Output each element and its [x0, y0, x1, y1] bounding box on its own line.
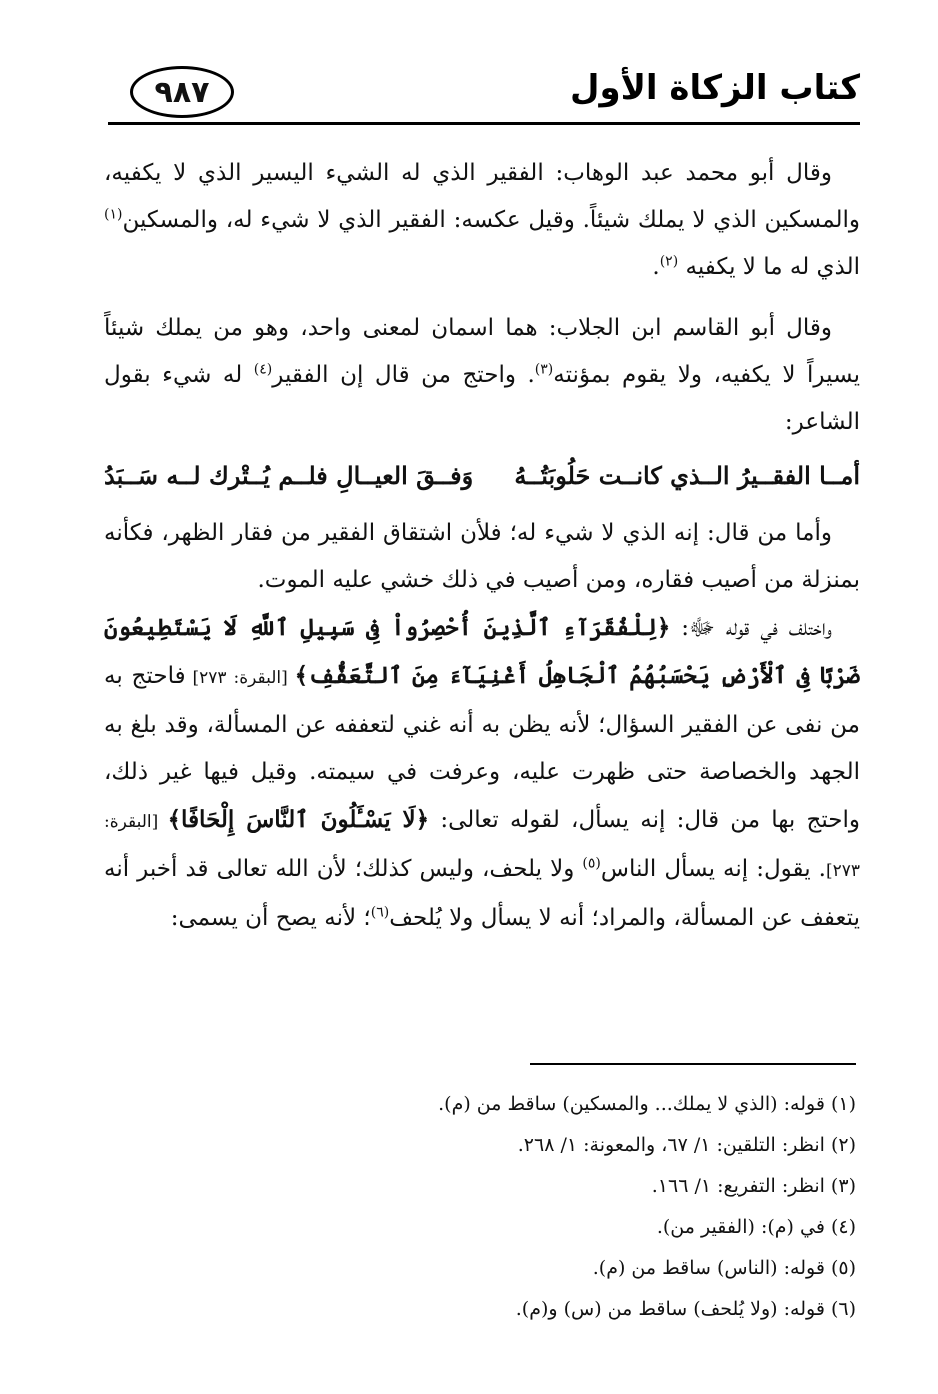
paragraph-1 [104, 150, 860, 291]
book-title: كتاب الزكاة الأول [569, 68, 860, 108]
main-text [104, 150, 860, 942]
paragraph-4-text-c: . يقول: إنه يسأل الناس [600, 856, 826, 882]
paragraph-4-text-a: واختلف في قوله ﷻ: [670, 615, 832, 641]
footnote-4: (٤) في (م): (الفقير من). [656, 1216, 856, 1238]
paragraph-3 [104, 510, 860, 604]
paragraph-2 [104, 305, 860, 446]
paragraph-2-text: وقال أبو القاسم ابن الجلاب: هما اسمان لمعنى واحد، وهو من يملك شيئاً يسيراً لا يكفيه، ولا يقوم بمؤنته [104, 315, 860, 388]
footnote-ref-2: (٢) [659, 253, 679, 270]
poetry-verse [104, 450, 860, 502]
footnote-ref-3: (٣) [534, 361, 554, 378]
quran-verse-1: ﴿لِلْفُقَرَآءِ ٱلَّذِينَ أُحْصِرُواْ فِى سَبِيلِ ٱللَّهِ لَا يَسْتَطِيعُونَ ضَرْبًا فِى ٱلْأَرْضِ يَحْسَبُهُمُ ٱلْجَاهِلُ أَغْنِيَآءَ مِنَ ٱلتَّعَفُّفِ﴾ [104, 614, 860, 689]
paragraph-gap [104, 291, 860, 305]
paragraph-4-text-b: فاحتج به من نفى عن الفقير السؤال؛ لأنه يظن به أنه غني لتعففه عن المسألة، وقد بلغ به الجهد والخصاصة حتى ظهرت عليه، وعرفت في سيمته. وقيل فيها غير ذلك، واحتج بها من قال: إنه يسأل، لقوله تعالى: [104, 663, 860, 833]
footnote-ref-4: (٤) [253, 361, 273, 378]
footnote-rule [530, 1063, 856, 1065]
verse-second-hemistich: وَفــقَ العيــالِ فلــم يُــتْرك لــه سَــبَدُ [104, 461, 474, 490]
footnote-1: (١) قوله: (الذي لا يملك... والمسكين) ساقط من (م). [438, 1093, 856, 1115]
footnote-ref-1: (١) [104, 206, 123, 223]
paragraph-3-text: وأما من قال: إنه الذي لا شيء له؛ فلأن اشتقاق الفقير من فقار الظهر، فكأنه بمنزلة من أصيب فقاره، ومن أصيب في ذلك خشي عليه الموت. [104, 520, 860, 593]
header-rule [108, 122, 860, 125]
quran-reference-1: [البقرة: ٢٧٣] [185, 668, 295, 688]
paragraph-2-text-c: له شيء بقول الشاعر: [104, 362, 860, 435]
paragraph-2-text-b: . واحتج من قال إن الفقير [272, 362, 535, 388]
paragraph-1-text-b: الذي له ما لا يكفيه [678, 254, 860, 280]
footnote-2: (٢) انظر: التلقين: ١/ ٦٧، والمعونة: ١/ ٢٦٨. [517, 1134, 856, 1156]
verse-first-hemistich: أمــا الفقــيرُ الــذي كانــت حَلُوبَتُــهُ [514, 461, 860, 490]
paragraph-4-text-e: ؛ لأنه يصح أن يسمى: [170, 905, 371, 931]
paragraph-1-end: . [652, 254, 660, 280]
page-number: ٩٨٧ [154, 74, 210, 110]
footnote-6: (٦) قوله: (ولا يُلحف) ساقط من (س) و(م). [515, 1298, 856, 1320]
footnote-5: (٥) قوله: (الناس) ساقط من (م). [592, 1257, 856, 1279]
footnote-ref-5: (٥) [582, 855, 601, 872]
quran-verse-2: ﴿لَا يَسْـَٔلُونَ ٱلنَّاسَ إِلْحَافًا﴾ [167, 806, 430, 833]
paragraph-4 [104, 604, 860, 942]
paragraph-4-text-d: ولا يلحف، وليس كذلك؛ لأن الله تعالى قد أخبر أنه يتعفف عن المسألة، والمراد؛ أنه لا يسأل ولا يُلحف [104, 856, 860, 931]
paragraph-1-text: وقال أبو محمد عبد الوهاب: الفقير الذي له الشيء اليسير الذي لا يكفيه، والمسكين الذي لا يملك شيئاً. وقيل عكسه: الفقير الذي لا شيء له، والمسكين [104, 160, 860, 233]
footnotes [256, 1084, 856, 1330]
footnote-3: (٣) انظر: التفريع: ١/ ١٦٦. [651, 1175, 856, 1197]
page-header [108, 62, 860, 130]
page-number-badge [130, 66, 234, 118]
footnote-ref-6: (٦) [370, 904, 390, 921]
quran-reference-2: [البقرة: ٢٧٣] [104, 812, 860, 881]
